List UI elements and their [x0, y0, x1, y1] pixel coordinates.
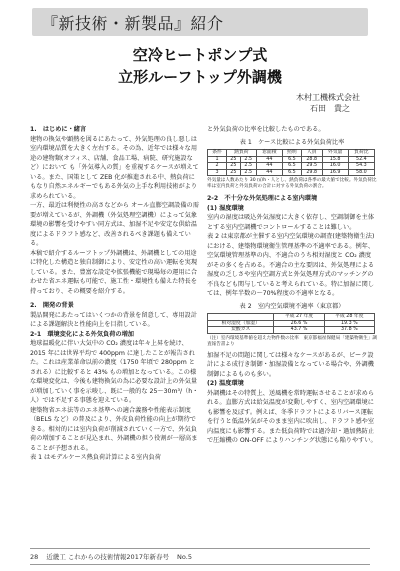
table-cell: 3 — [208, 169, 227, 176]
heading-introduction: 1. はじめに・緒言 — [30, 126, 87, 133]
table-cell: 25 — [226, 163, 240, 170]
table-cell: 52.4 — [348, 156, 374, 163]
paragraph: 建物の換気や顕熱を図るにあたって、外気処理の良し悪しは室内環境品質を大きく左右する。その為、近年では様々な用途の建物類(オフィス、店舗、食品工場、病院、研究施設など）において も「外気導入の質」を重視するケースが増えている。また、国策として ZEB 化が推進される中、熱負荷にもなり自然エネルギーでもある外気の上手な利用技術がより求められている。 — [30, 135, 199, 200]
table-cell: 29.5 — [301, 163, 322, 170]
table-cell: 43.7 % — [274, 327, 324, 334]
paragraph: 室内の湿度は吸込外気湿度に大きく依存し、空調制御を主体とする室内空調機でコントロールすることは難しい。 — [207, 214, 375, 231]
table-cell: 29.8 — [301, 169, 322, 176]
heading-humidity: (1) 湿度環境 — [207, 204, 244, 212]
paragraph: 製品開発にあたってはいくつかの背景を留意して、専用設計による課題解決と性能向上を目指している。 — [30, 311, 197, 328]
table2-caption: 表 2 室内空気環境不適率（東京都） — [239, 302, 345, 310]
banner-label: 『新技術・新製品』紹介 — [42, 14, 224, 33]
table-cell: 25 — [226, 156, 240, 163]
table1-caption: 表 1 ケース比較による外気負荷比率 — [239, 138, 345, 146]
heading-2-2: 2-2 不十分な外気処理による室内環境 — [207, 195, 318, 202]
page-footer — [30, 552, 370, 561]
table1 — [207, 149, 375, 176]
table2-note: （注）室内環境基準値を超えた物件数の比率 東京都福祉保健局「建築物衛生」調査報告書より — [207, 335, 377, 347]
table1-note: 外気量は人数あたり 30 ㎥/h・人とし、熱負荷は各季の最大値で比較。外気負荷比率は室内負荷と外気負荷の合計に対する外気負荷の割合。 — [207, 178, 377, 189]
table2-header: 平成 27 年度 — [274, 314, 324, 321]
author-name: 石田 貴之 — [310, 104, 350, 113]
paragraph: 加湿不足の問題に関しては様々なケースがあるが、ピーク設計による成行き制御・加湿設備となっている場合や、外調機制御によるものも多い。 — [207, 351, 374, 378]
table-row — [208, 169, 375, 176]
table-cell: 44 — [256, 163, 282, 170]
table-cell: 2.5 — [240, 169, 256, 176]
table-cell: 54.3 — [348, 163, 374, 170]
table-cell: 44 — [256, 156, 282, 163]
table-cell: 28.8 — [301, 156, 322, 163]
heading-2-1: 2-1 環境変化による外気負荷の増加 — [30, 330, 134, 338]
company-name: 木村工機株式会社 — [296, 93, 360, 102]
table1-header: 熱負荷 — [226, 150, 256, 157]
table-cell: 1 — [208, 156, 227, 163]
table-cell: 6.5 — [282, 169, 301, 176]
section-banner — [32, 8, 368, 36]
page-number: 28 — [30, 553, 39, 561]
table-cell: 58.0 — [348, 169, 374, 176]
paragraph: 表 2 は東京都が主催する室内空気環境の調査(建築物衛生法)における、建築物環境衛生管理基準の不適率である。例年、空気環境管理基準の内、不適合のうち相対湿度と CO₂ 濃度がその多くを占める。不適合の主な要因は、外気処理による湿度の乏しさや室内空調方式と外気処理方式のマッチングの不良なども関与していると考えられている。特に加湿に関しては、例年半数の～70%程度の不適率となる。 — [207, 233, 375, 297]
table-cell: 26.6 % — [274, 320, 324, 327]
table2 — [207, 313, 375, 334]
table-cell: 相対湿度（加湿） — [208, 320, 274, 327]
table1-header: 人員 — [301, 150, 322, 157]
table-cell: 炭酸ガス — [208, 327, 274, 334]
paragraph: 外調機はその特質上、送風機を常時運転させることが求められる。直膨方式は給気温度が変動しやすく、室内空調環境にも影響を及ぼす。例えば、冬季ドラフトによるリバース運転を行うと低温外気がそのまま室内に吹出し、ドラフト感や室内温度にも影響する。また低負荷時では過冷却・過加熱防止で圧縮機の ON-OFF によりハンチング状態にも陥りやすい。 — [207, 389, 377, 444]
table-cell: 2.5 — [240, 163, 256, 170]
paragraph: 本稿で紹介するルーフトップ外調機は、外調機としての用途に特化した構造と独自制御により、安定性の高い運転を実現している。また、豊富な設定や拡張機能で現場毎の運用に合わせた省エネ運転も可能で、施工性・環境性も備えた特長を持っており、その概要を紹介する。 — [30, 249, 198, 295]
paragraph: 一方、最近は利便性の高さなどから オール直膨空調設備の需要が増えているが、外調機（外気処理空調機）によって気象環境の影響を受けやすい同方式は、加湿不足や安定な供給温度によるドラフト感など、改善されるべき課題も備えている。 — [30, 202, 199, 247]
table-cell: 44 — [256, 169, 282, 176]
table-row — [208, 320, 375, 327]
table-cell: 25 — [226, 169, 240, 176]
table-row — [208, 327, 375, 334]
table-cell: 6.5 — [282, 163, 301, 170]
table-cell: 37.8 % — [324, 327, 374, 334]
table-cell: 15.8 — [322, 156, 348, 163]
table1-header: 負荷比 — [348, 150, 374, 157]
table-cell: 16.0 — [322, 163, 348, 170]
table2-header: 平成 28 年度 — [324, 314, 374, 321]
table-cell: 6.5 — [282, 156, 301, 163]
table1-header: 外気量 — [322, 150, 348, 157]
table1-header: 条件 — [208, 150, 227, 157]
table1-header: 窓面積 — [256, 150, 282, 157]
article-subtitle: 立形ルーフトップ外調機 — [118, 68, 282, 86]
article-title: 空冷ヒートポンプ式 — [132, 46, 268, 64]
issue-number: No.5 — [177, 553, 192, 561]
table1-header: 照明 — [282, 150, 301, 157]
footer-rule — [30, 548, 370, 549]
paragraph: 建築物省エネ法等のエネ基準への適合義務や性能表示制度（BELS など）の普及により、外皮負荷性能の向上が期待できる。相対的には室内負荷が削減されていく一方で、外気負荷の増加することが見込まれ、外調機の担う役割が一層高まることが予想される。 — [30, 406, 198, 452]
bottom-rule — [30, 564, 370, 565]
table-cell: 19.3 % — [324, 320, 374, 327]
footer-publication: 近畿工 これからの技術情報2017年新春号 — [46, 553, 169, 561]
table-cell: 2 — [208, 163, 227, 170]
paragraph: 地球温暖化に伴い大気中の CO₂ 濃度は年々上昇を続け、2015 年には世界平均で 400ppm に達したことが報告された。これは産業革命以前の濃度（1750 年頃で 280ppm とされる）に比較すると 43% もの増加となっている。この様な環境変化は、今後も建物換気の為に必要な設計上の外気量が増加していく事を示唆し、既に一般的な 25～30m³/（h・人）では不足する事態を迎えている。 — [30, 340, 199, 404]
paragraph: と外気負荷の比率を比較したものである。 — [207, 126, 325, 133]
heading-temperature: (2) 温度環境 — [207, 380, 244, 387]
heading-background: 2. 開発の背景 — [30, 302, 74, 309]
table-cell: 16.9 — [322, 169, 348, 176]
table-cell: 2.5 — [240, 156, 256, 163]
left-column — [30, 125, 200, 463]
paragraph: 表 1 はモデルケース熱負荷計算による室内負荷 — [30, 454, 161, 461]
right-column — [207, 125, 377, 446]
